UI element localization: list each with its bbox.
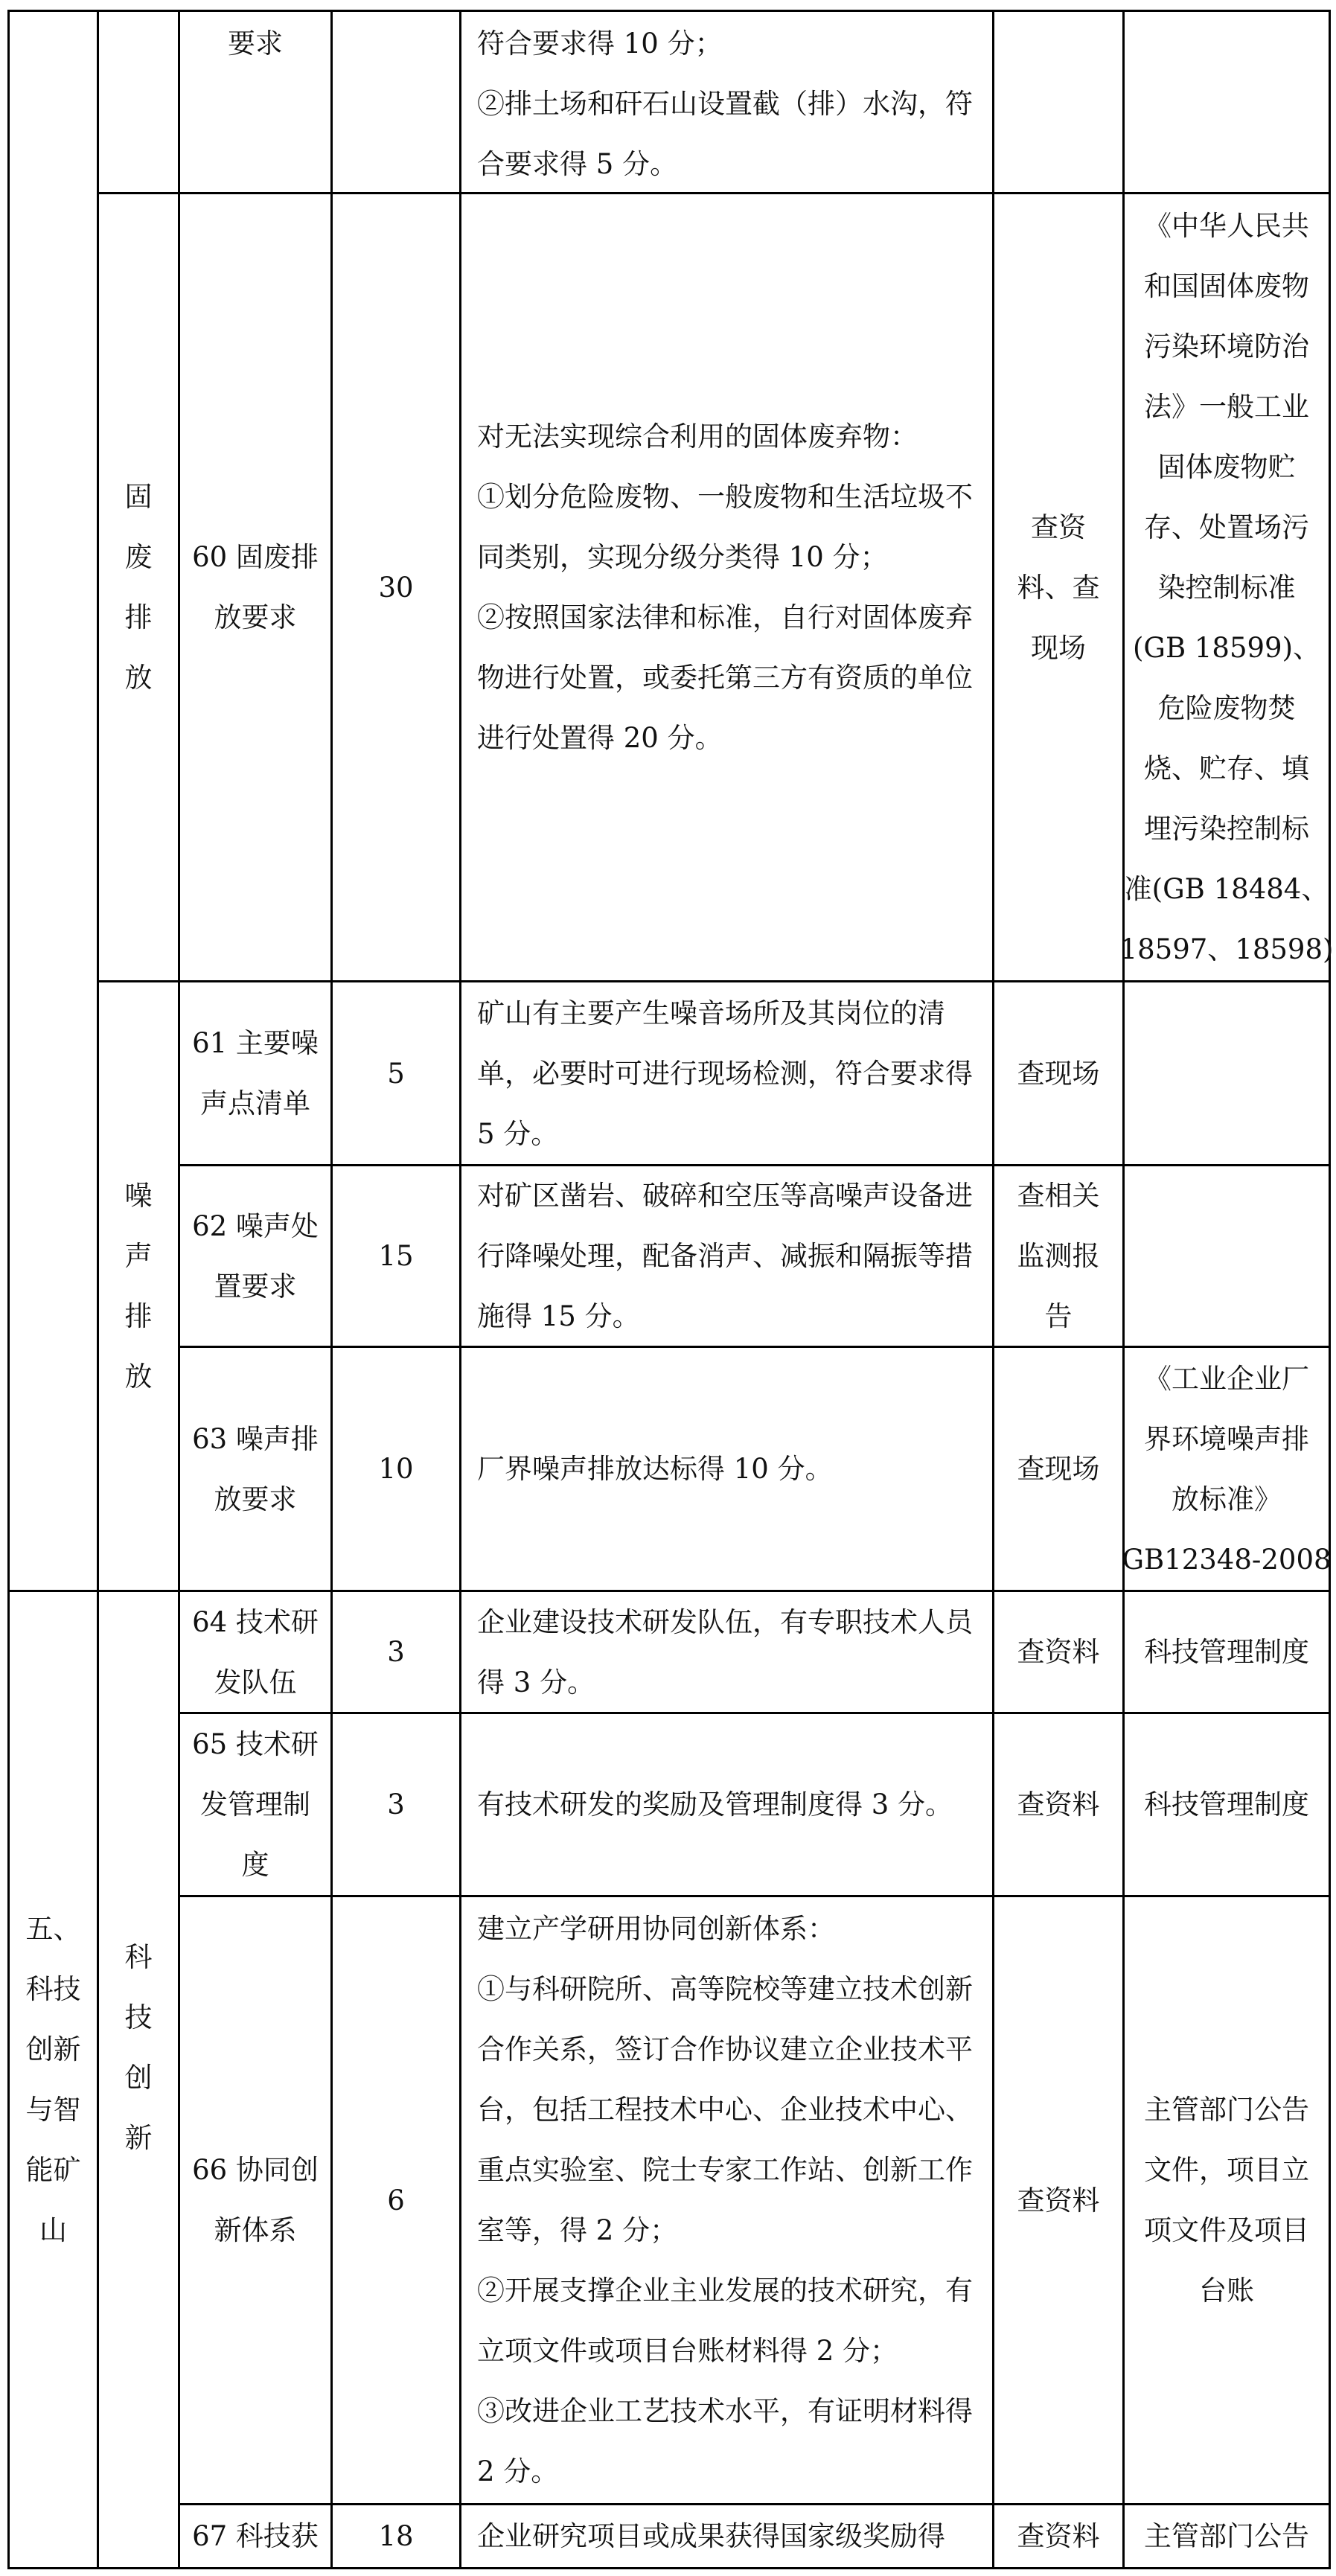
method-cell-line: 告 [1044, 1300, 1073, 1332]
score-cell [330, 980, 461, 1166]
score-cell-line: 6 [387, 2184, 405, 2217]
level2-cell-tech-line: 新 [124, 2122, 153, 2154]
basis-cell [1122, 1712, 1331, 1897]
level1-cell-tech-innovation-line: 创新 [25, 2033, 81, 2065]
method-cell-line: 查相关 [1017, 1180, 1100, 1212]
criteria-cell-line: 5 分。 [477, 1117, 559, 1150]
score-cell [330, 192, 461, 982]
basis-cell-line: 法》一般工业 [1144, 390, 1309, 423]
item-cell [178, 1712, 333, 1897]
score-cell [330, 1712, 461, 1897]
method-cell-line: 料、查 [1017, 571, 1100, 604]
score-cell-line: 3 [387, 1789, 405, 1821]
criteria-cell [459, 1590, 994, 1714]
item-cell [178, 1895, 333, 2505]
score-cell-line: 5 [387, 1057, 405, 1090]
criteria-cell-line: 企业研究项目或成果获得国家级奖励得 [477, 2520, 945, 2552]
criteria-cell-line: 得 3 分。 [477, 1666, 595, 1698]
basis-cell [1122, 980, 1331, 1166]
item-cell-line: 62 噪声处 [192, 1209, 319, 1242]
method-cell [992, 2503, 1125, 2569]
criteria-cell [459, 980, 994, 1166]
criteria-cell-line: 同类别，实现分级分类得 10 分； [477, 541, 888, 573]
method-cell-line: 现场 [1031, 631, 1086, 664]
basis-cell-line: 污染环境防治 [1144, 330, 1309, 362]
level2-cell-tech-line: 创 [124, 2062, 153, 2094]
item-cell-line: 67 科技获 [192, 2520, 319, 2552]
basis-cell [1122, 1346, 1331, 1592]
method-cell [992, 1346, 1125, 1592]
basis-cell-line: 项文件及项目 [1144, 2214, 1309, 2246]
basis-cell-line: 科技管理制度 [1144, 1636, 1309, 1668]
item-cell-line: 度 [241, 1849, 269, 1881]
item-cell [178, 1164, 333, 1348]
method-cell [992, 1590, 1125, 1714]
level1-cell-tech-innovation-line: 科技 [25, 1973, 81, 2005]
criteria-cell-line: 行降噪处理，配备消声、减振和隔振等措 [477, 1240, 973, 1272]
basis-cell-line: 埋污染控制标 [1144, 812, 1309, 845]
score-cell [330, 10, 461, 194]
criteria-cell-line: 对矿区凿岩、破碎和空压等高噪声设备进 [477, 1180, 973, 1212]
criteria-cell-line: 单，必要时可进行现场检测，符合要求得 [477, 1057, 973, 1090]
method-cell [992, 192, 1125, 982]
level2-cell-solid-waste [97, 192, 180, 982]
criteria-cell-line: ②排土场和矸石山设置截（排）水沟，符 [477, 88, 973, 120]
method-cell-line: 查资料 [1017, 2184, 1100, 2217]
criteria-cell-line: 物进行处置，或委托第三方有资质的单位 [477, 662, 973, 694]
level2-cell-tech-line: 科 [124, 1941, 153, 1973]
level1-cell-tech-innovation-line: 山 [39, 2214, 67, 2246]
method-cell [992, 1712, 1125, 1897]
level2-cell-solid-waste-line: 废 [124, 541, 153, 573]
item-cell-line: 放要求 [214, 601, 297, 633]
score-cell-line: 3 [387, 1636, 405, 1668]
level2-cell-noise-line: 放 [124, 1361, 153, 1393]
basis-cell-line: 和国固体废物 [1144, 269, 1309, 302]
basis-cell [1122, 1164, 1331, 1348]
method-cell-line: 查资料 [1017, 1636, 1100, 1668]
basis-cell [1122, 2503, 1331, 2569]
item-cell-line: 61 主要噪 [192, 1027, 319, 1059]
level1-cell-tech-innovation [7, 1590, 99, 2569]
basis-cell-line: 主管部门公告 [1144, 2094, 1309, 2126]
item-cell-line: 声点清单 [200, 1087, 310, 1119]
criteria-cell-line: 企业建设技术研发队伍，有专职技术人员 [477, 1605, 973, 1638]
basis-cell-line: 放标准》 [1172, 1483, 1282, 1515]
level2-cell-noise [97, 980, 180, 1592]
level2-cell-noise-line: 声 [124, 1240, 153, 1272]
item-cell-line: 64 技术研 [192, 1605, 319, 1638]
basis-cell-line: GB12348-2008 [1122, 1543, 1332, 1576]
criteria-cell-line: 重点实验室、院士专家工作站、创新工作 [477, 2154, 973, 2186]
item-cell-line: 发队伍 [214, 1666, 297, 1698]
criteria-cell [459, 192, 994, 982]
item-cell [178, 10, 333, 194]
score-cell-line: 30 [378, 571, 414, 604]
level2-cell-continued [97, 10, 180, 194]
basis-cell [1122, 1590, 1331, 1714]
basis-cell [1119, 192, 1334, 982]
method-cell-line: 监测报 [1017, 1240, 1100, 1272]
item-cell-line: 置要求 [214, 1270, 297, 1303]
level2-cell-noise-line: 噪 [124, 1180, 153, 1212]
score-cell-line: 18 [378, 2520, 414, 2552]
criteria-cell-line: 符合要求得 10 分； [477, 28, 723, 60]
item-cell-line: 新体系 [214, 2214, 297, 2246]
criteria-cell-line: 立项文件或项目台账材料得 2 分； [477, 2335, 898, 2367]
basis-cell-line: 科技管理制度 [1144, 1789, 1309, 1821]
method-cell [992, 1895, 1125, 2505]
level1-cell-tech-innovation-line: 能矿 [25, 2154, 81, 2186]
criteria-cell [459, 10, 994, 194]
basis-cell [1122, 10, 1331, 194]
criteria-cell-line: ③改进企业工艺技术水平，有证明材料得 [477, 2395, 973, 2427]
criteria-cell [459, 1164, 994, 1348]
basis-cell-line: (GB 18599)、 [1132, 631, 1321, 664]
score-cell [330, 1590, 461, 1714]
criteria-cell [459, 2503, 994, 2569]
item-cell-line: 放要求 [214, 1483, 297, 1515]
item-cell-line: 63 噪声排 [192, 1422, 319, 1455]
criteria-cell-line: ②按照国家法律和标准，自行对固体废弃 [477, 601, 973, 633]
method-cell [992, 10, 1125, 194]
basis-cell-line: 台账 [1199, 2275, 1254, 2307]
method-cell-line: 查现场 [1017, 1453, 1100, 1485]
level1-cell-tech-innovation-line: 与智 [25, 2094, 81, 2126]
basis-cell-line: 界环境噪声排 [1144, 1422, 1309, 1455]
criteria-cell-line: 合要求得 5 分。 [477, 148, 678, 180]
item-cell [178, 1590, 333, 1714]
basis-cell-line: 18597、18598) [1119, 933, 1334, 965]
basis-cell-line: 《中华人民共 [1144, 209, 1309, 242]
criteria-cell-line: 有技术研发的奖励及管理制度得 3 分。 [477, 1789, 953, 1821]
score-cell-line: 15 [378, 1240, 414, 1272]
basis-cell-line: 染控制标准 [1157, 571, 1296, 604]
level2-cell-noise-line: 排 [124, 1300, 153, 1332]
basis-cell-line: 主管部门公告 [1144, 2520, 1309, 2552]
basis-cell [1122, 1895, 1331, 2505]
method-cell-line: 查现场 [1017, 1057, 1100, 1090]
score-cell [330, 1164, 461, 1348]
score-cell [330, 1895, 461, 2505]
method-cell [992, 1164, 1125, 1348]
criteria-cell-line: ①与科研院所、高等院校等建立技术创新 [477, 1973, 973, 2005]
score-cell-line: 10 [378, 1453, 414, 1485]
item-cell-line: 60 固废排 [192, 541, 319, 573]
level2-cell-tech-line: 技 [124, 2001, 153, 2033]
basis-cell-line: 烧、贮存、填 [1144, 752, 1309, 784]
criteria-cell-line: 2 分。 [477, 2455, 559, 2487]
item-cell [178, 192, 333, 982]
basis-cell-line: 《工业企业厂 [1144, 1362, 1309, 1395]
criteria-cell-line: 室等，得 2 分； [477, 2214, 678, 2246]
basis-cell-line: 固体废物贮 [1157, 450, 1296, 483]
criteria-cell-line: ②开展支撑企业主业发展的技术研究，有 [477, 2275, 973, 2307]
criteria-cell [459, 1346, 994, 1592]
criteria-cell-line: 施得 15 分。 [477, 1300, 640, 1332]
method-cell [992, 980, 1125, 1166]
criteria-cell-line: 厂界噪声排放达标得 10 分。 [477, 1453, 833, 1485]
level1-cell-tech-innovation-line: 五、 [25, 1913, 81, 1945]
item-cell [178, 2503, 333, 2569]
criteria-cell-line: 建立产学研用协同创新体系： [477, 1913, 835, 1945]
criteria-cell-line: 对无法实现综合利用的固体废弃物： [477, 421, 918, 453]
level2-cell-solid-waste-line: 固 [124, 481, 153, 513]
criteria-cell-line: 进行处置得 20 分。 [477, 722, 723, 754]
basis-cell-line: 准(GB 18484、 [1124, 872, 1329, 905]
criteria-cell-line: ①划分危险废物、一般废物和生活垃圾不 [477, 481, 973, 513]
criteria-cell [459, 1712, 994, 1897]
basis-cell-line: 文件，项目立 [1144, 2154, 1309, 2186]
basis-cell-line: 存、处置场污 [1144, 511, 1309, 543]
level2-cell-solid-waste-line: 排 [124, 601, 153, 633]
method-cell-line: 查资料 [1017, 1789, 1100, 1821]
criteria-cell-line: 台，包括工程技术中心、企业技术中心、 [477, 2094, 973, 2126]
item-cell-line: 66 协同创 [192, 2154, 319, 2186]
score-cell [330, 2503, 461, 2569]
method-cell-line: 查资 [1031, 511, 1086, 543]
basis-cell-line: 危险废物焚 [1157, 691, 1296, 724]
item-cell [178, 980, 333, 1166]
item-cell-line: 要求 [228, 28, 283, 60]
item-cell [178, 1346, 333, 1592]
score-cell [330, 1346, 461, 1592]
criteria-cell-line: 矿山有主要产生噪音场所及其岗位的清 [477, 997, 945, 1029]
level2-cell-tech [97, 1590, 180, 2569]
criteria-cell-line: 合作关系，签订合作协议建立企业技术平 [477, 2033, 973, 2065]
level2-cell-solid-waste-line: 放 [124, 662, 153, 694]
level1-cell-continued [7, 10, 99, 1592]
item-cell-line: 发管理制 [200, 1789, 310, 1821]
method-cell-line: 查资料 [1017, 2520, 1100, 2552]
item-cell-line: 65 技术研 [192, 1728, 319, 1760]
criteria-cell [459, 1895, 994, 2505]
